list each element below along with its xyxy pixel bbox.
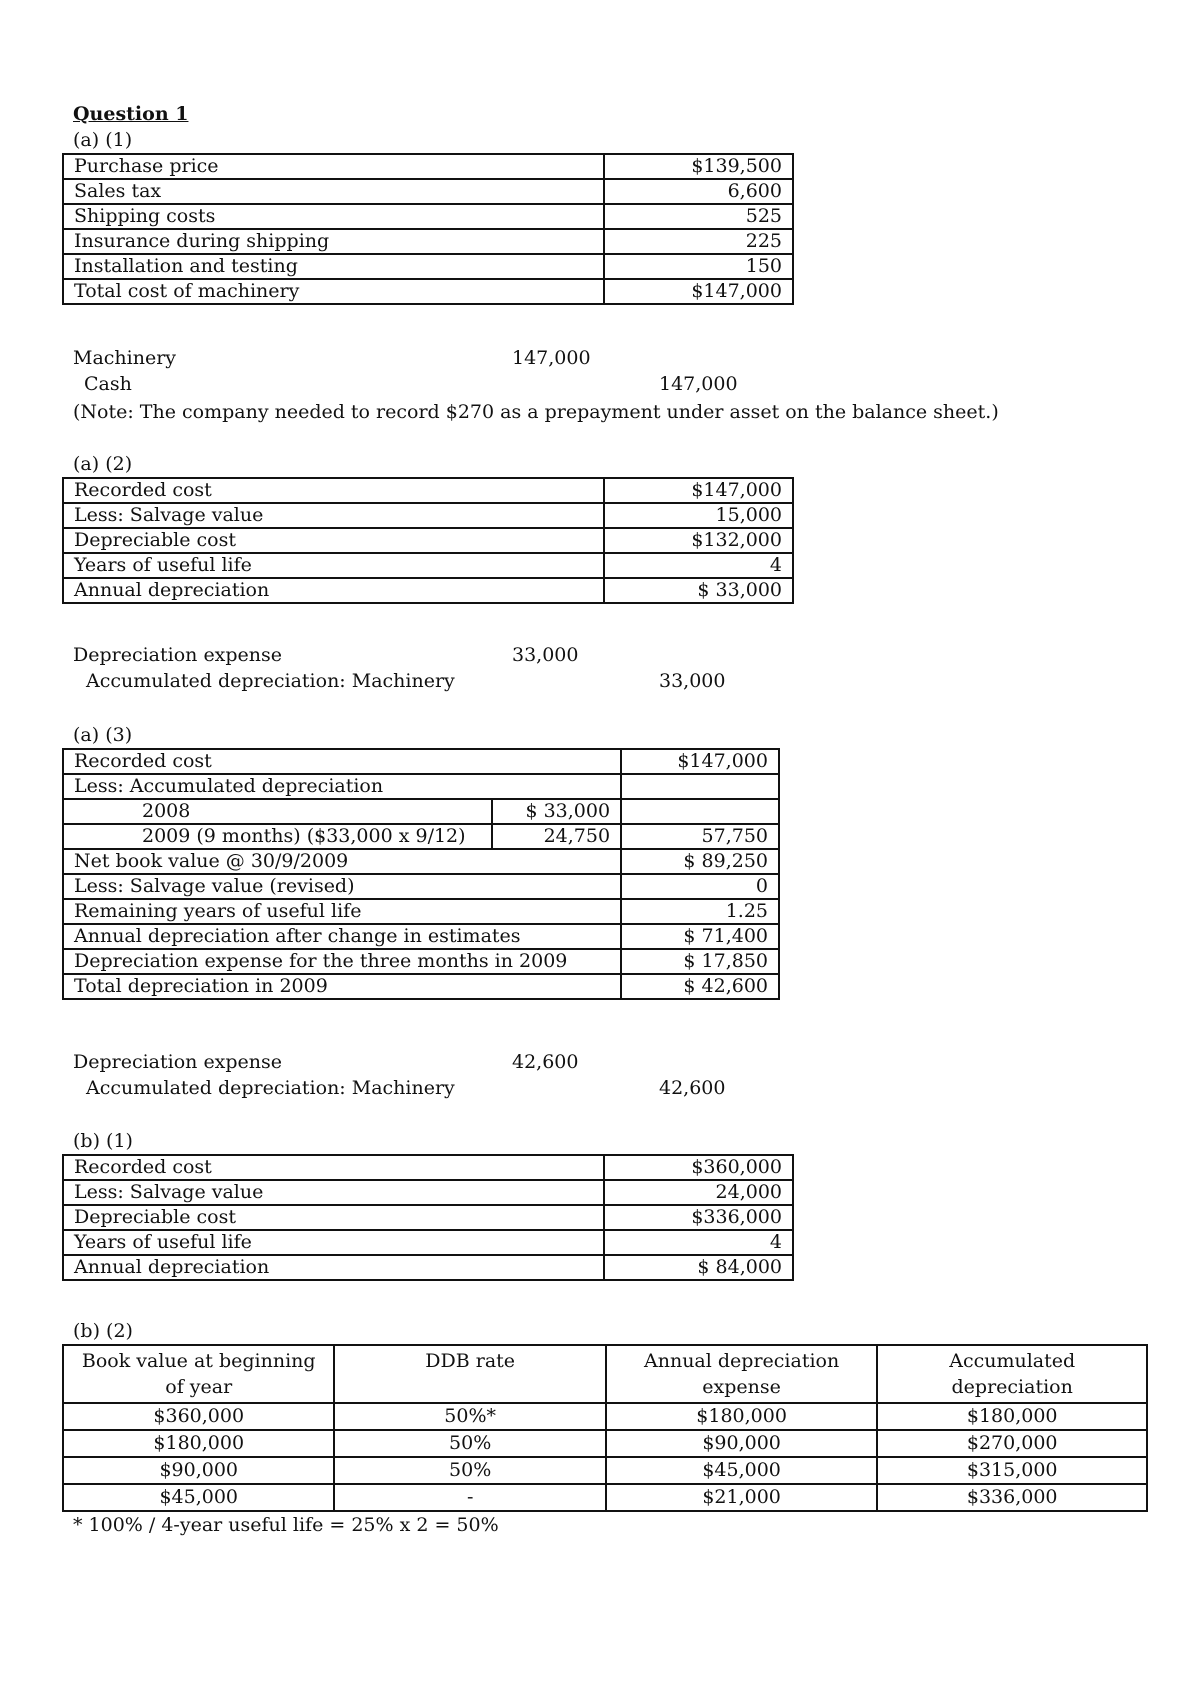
- table-row: $45,000 - $21,000 $336,000: [63, 1484, 1147, 1511]
- journal-debit-amount: 33,000: [512, 644, 579, 666]
- table-row: Installation and testing 150: [63, 254, 793, 279]
- ddb-schedule-table: [62, 1344, 1148, 1512]
- section-label-a1: (a) (1): [73, 129, 133, 151]
- table-row: Recorded cost $147,000: [63, 478, 793, 503]
- table-row: Annual depreciation after change in estimates $ 71,400: [63, 924, 779, 949]
- column-header: Accumulated depreciation: [877, 1345, 1147, 1403]
- table-row: Annual depreciation $ 84,000: [63, 1255, 793, 1280]
- depreciation-table-a2: [62, 477, 794, 604]
- journal-debit-account: Depreciation expense: [73, 1051, 283, 1073]
- journal-credit-amount: 147,000: [659, 373, 738, 395]
- table-row: Total depreciation in 2009 $ 42,600: [63, 974, 779, 999]
- table-row: Recorded cost $147,000: [63, 749, 779, 774]
- section-label-a3: (a) (3): [73, 724, 133, 746]
- table-row: $180,000 50% $90,000 $270,000: [63, 1430, 1147, 1457]
- cost-table-a1: [62, 153, 794, 305]
- table-row: Total cost of machinery $147,000: [63, 279, 793, 304]
- section-label-a2: (a) (2): [73, 453, 133, 475]
- table-row: Depreciable cost $132,000: [63, 528, 793, 553]
- table-row: Depreciation expense for the three months in 2009 $ 17,850: [63, 949, 779, 974]
- table-row: Insurance during shipping 225: [63, 229, 793, 254]
- table-row: $90,000 50% $45,000 $315,000: [63, 1457, 1147, 1484]
- column-header: Book value at beginning of year: [63, 1345, 334, 1403]
- table-row: $360,000 50%* $180,000 $180,000: [63, 1403, 1147, 1430]
- table-row: 2009 (9 months) ($33,000 x 9/12) 24,750 57,750: [63, 824, 779, 849]
- journal-credit-account: Cash: [84, 373, 132, 395]
- column-header: Annual depreciation expense: [606, 1345, 878, 1403]
- journal-debit-account: Depreciation expense: [73, 644, 283, 666]
- column-header: DDB rate: [334, 1345, 605, 1403]
- journal-debit-account: Machinery: [73, 347, 177, 369]
- table-row: Annual depreciation $ 33,000: [63, 578, 793, 603]
- section-label-b2: (b) (2): [73, 1320, 133, 1342]
- journal-debit-amount: 42,600: [512, 1051, 579, 1073]
- table-row: Sales tax 6,600: [63, 179, 793, 204]
- page-title: Question 1: [73, 103, 189, 125]
- table-row: Years of useful life 4: [63, 553, 793, 578]
- revised-depreciation-table-a3: [62, 748, 780, 1000]
- note-text: (Note: The company needed to record $270 as a prepayment under asset on the balance sheet.): [73, 401, 999, 423]
- table-row: Less: Accumulated depreciation: [63, 774, 779, 799]
- footnote: * 100% / 4-year useful life = 25% x 2 = 50%: [73, 1514, 499, 1536]
- journal-credit-amount: 42,600: [659, 1077, 726, 1099]
- journal-credit-account: Accumulated depreciation: Machinery: [86, 1077, 455, 1099]
- table-row: Less: Salvage value 24,000: [63, 1180, 793, 1205]
- table-row: Net book value @ 30/9/2009 $ 89,250: [63, 849, 779, 874]
- table-row: Purchase price $139,500: [63, 154, 793, 179]
- table-row: 2008 $ 33,000: [63, 799, 779, 824]
- table-row: Shipping costs 525: [63, 204, 793, 229]
- table-row: Remaining years of useful life 1.25: [63, 899, 779, 924]
- section-label-b1: (b) (1): [73, 1130, 133, 1152]
- table-row: Years of useful life 4: [63, 1230, 793, 1255]
- table-row: Less: Salvage value 15,000: [63, 503, 793, 528]
- table-row: Recorded cost $360,000: [63, 1155, 793, 1180]
- table-row: Less: Salvage value (revised) 0: [63, 874, 779, 899]
- journal-debit-amount: 147,000: [512, 347, 591, 369]
- journal-credit-amount: 33,000: [659, 670, 726, 692]
- journal-credit-account: Accumulated depreciation: Machinery: [86, 670, 455, 692]
- depreciation-table-b1: [62, 1154, 794, 1281]
- table-row: Depreciable cost $336,000: [63, 1205, 793, 1230]
- table-header-row: [63, 1345, 1147, 1403]
